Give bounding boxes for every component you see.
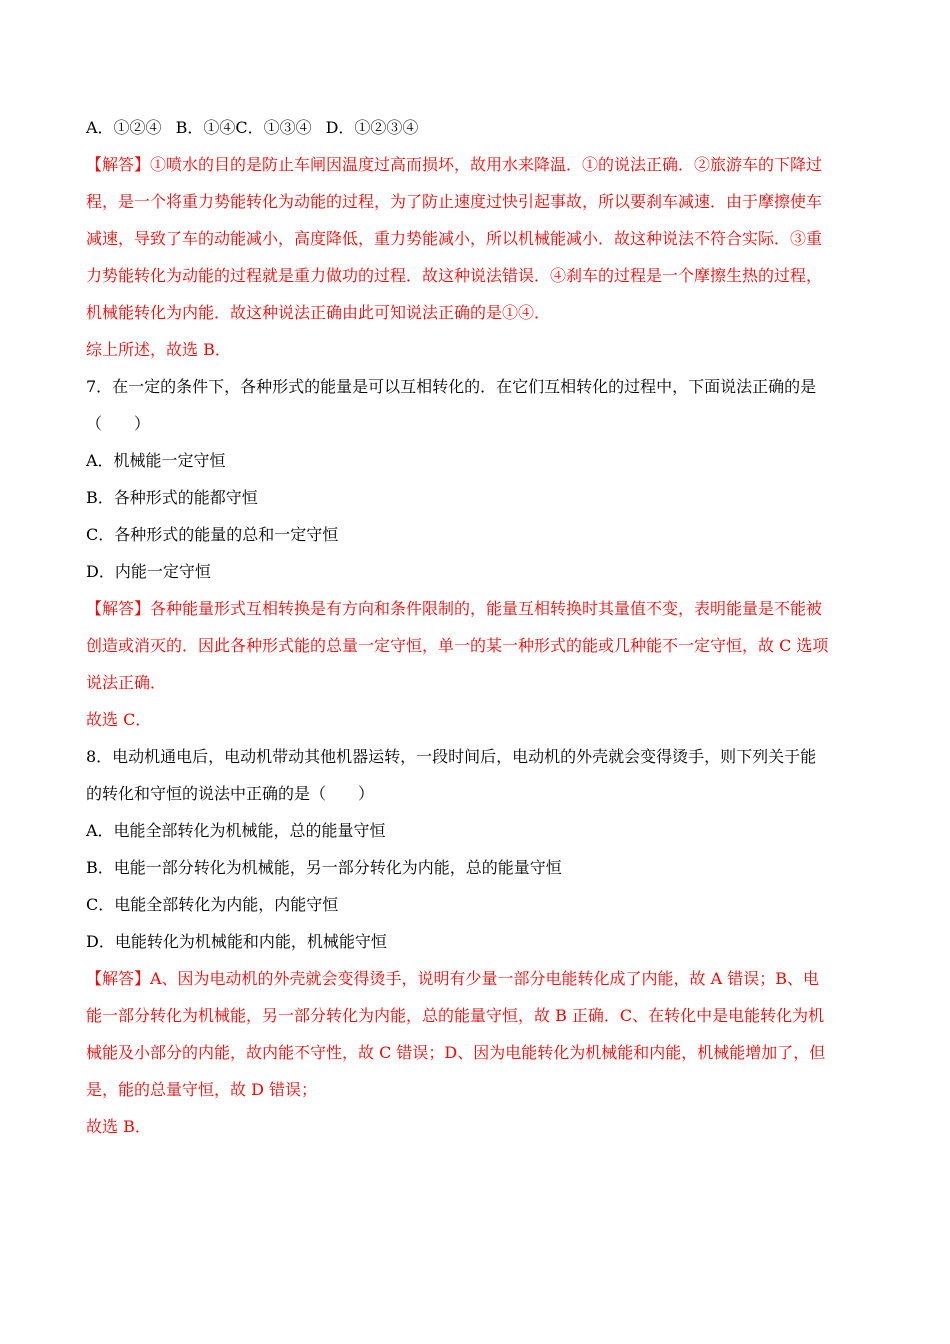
q7-option-d: D．内能一定守恒 [86,562,211,581]
q8-option-d: D．电能转化为机械能和内能，机械能守恒 [86,932,387,951]
q8-answer-line: 【解答】A、因为电动机的外壳就会变得烫手，说明有少量一部分电能转化成了内能，故 A 错误；B、电 [86,969,820,988]
q7-stem-blank: （ ） [86,414,151,433]
q8-stem: 8．电动机通电后，电动机带动其他机器运转，一段时间后，电动机的外壳就会变得烫手，则下列关于能 [86,747,817,766]
q7-option-b: B．各种形式的能都守恒 [86,488,258,507]
q6-answer-line: 程，是一个将重力势能转化为动能的过程，为了防止速度过快引起事故，所以要刹车减速．由于摩擦使车 [86,192,823,211]
q8-option-a: A．电能全部转化为机械能，总的能量守恒 [86,821,386,840]
q6-option-d: D．①②③④ [325,118,419,137]
q7-answer-line: 说法正确． [86,673,167,692]
q8-option-b: B．电能一部分转化为机械能，另一部分转化为内能，总的能量守恒 [86,858,562,877]
q6-option-a: A．①②④ [86,118,162,137]
q6-option-c: C．①③④ [235,118,312,137]
q8-answer-line: 械能及小部分的内能，故内能不守性，故 C 错误；D、因为电能转化为机械能和内能，机械能增加了，但 [86,1043,826,1062]
q6-option-b: B．①④ [175,118,236,137]
q7-answer-line: 创造或消灭的．因此各种形式能的总量一定守恒，单一的某一种形式的能或几种能不一定守恒，故 C 选项 [86,636,829,655]
q7-option-a: A．机械能一定守恒 [86,451,226,470]
q8-answer-line: 是，能的总量守恒，故 D 错误； [86,1080,318,1099]
q8-stem-line2: 的转化和守恒的说法中正确的是（ ） [86,784,375,803]
q7-answer-line: 【解答】各种能量形式互相转换是有方向和条件限制的，能量互相转换时其量值不变，表明能量是不能被 [86,599,823,618]
q6-answer-line: 机械能转化为内能．故这种说法正确由此可知说法正确的是①④． [86,303,551,322]
q8-answer-line: 能一部分转化为机械能，另一部分转化为内能，总的能量守恒，故 B 正确．C、在转化中是电能转化为机 [86,1006,825,1025]
q6-conclusion: 综上所述，故选 B． [86,340,231,359]
q6-answer-line: 【解答】①喷水的目的是防止车闸因温度过高而损坏，故用水来降温．①的说法正确．②旅游车的下降过 [86,155,823,174]
q7-stem: 7．在一定的条件下，各种形式的能量是可以互相转化的．在它们互相转化的过程中，下面说法正确的是 [86,377,817,396]
q6-answer-line: 力势能转化为动能的过程就是重力做功的过程．故这种说法错误．④刹车的过程是一个摩擦生热的过程， [86,266,823,285]
q8-conclusion: 故选 B． [86,1117,151,1136]
q8-option-c: C．电能全部转化为内能，内能守恒 [86,895,339,914]
q6-answer-line: 减速，导致了车的动能减小，高度降低，重力势能减小，所以机械能减小．故这种说法不符合实际．③重 [86,229,823,248]
q7-conclusion: 故选 C． [86,710,152,729]
q7-option-c: C．各种形式的能量的总和一定守恒 [86,525,339,544]
q6-options [86,117,418,139]
